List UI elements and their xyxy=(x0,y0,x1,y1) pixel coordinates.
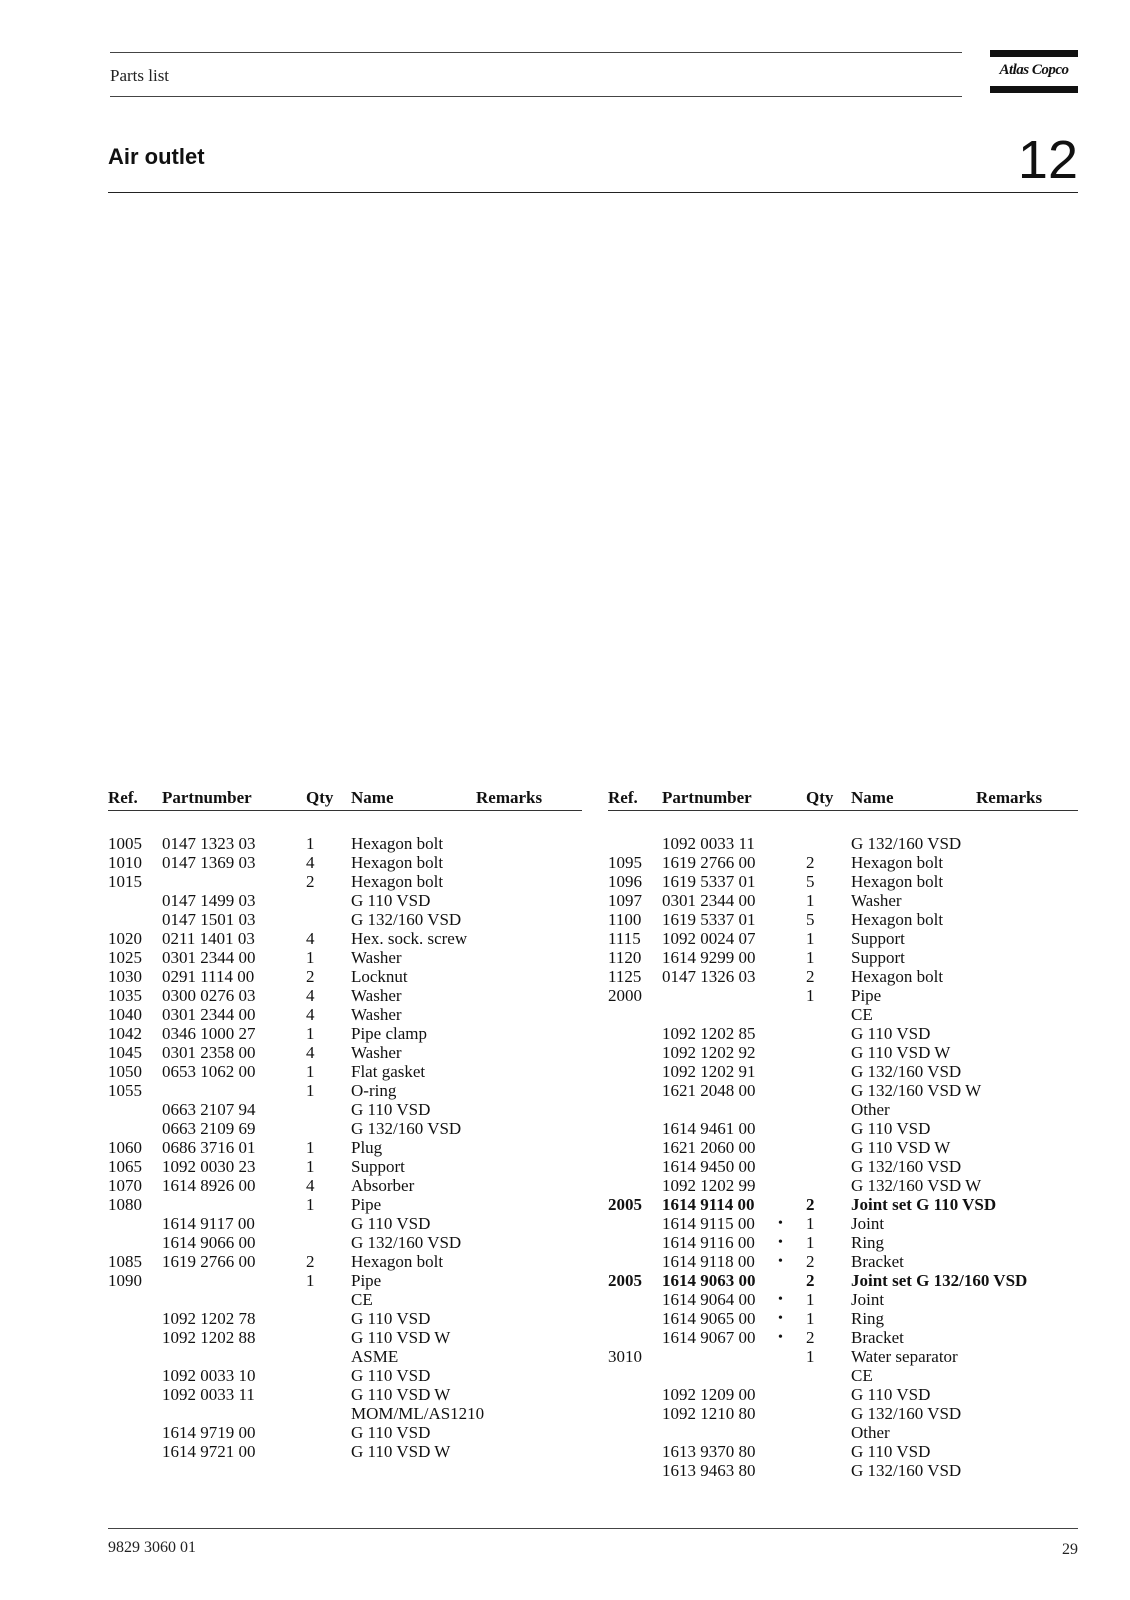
header-remarks: Remarks xyxy=(976,788,1043,807)
cell-partnumber: 0300 0276 03 xyxy=(162,986,256,1005)
cell-name: Washer xyxy=(351,1005,402,1024)
cell-ref: 1010 xyxy=(108,853,142,872)
cell-qty: 1 xyxy=(806,1290,815,1309)
cell-partnumber: 1614 9063 00 xyxy=(662,1271,756,1290)
cell-name: G 132/160 VSD xyxy=(351,1119,462,1138)
cell-name: Washer xyxy=(351,986,402,1005)
cell-qty: 4 xyxy=(306,1043,315,1062)
document-number: 9829 3060 01 xyxy=(108,1539,196,1556)
cell-qty: 2 xyxy=(306,967,315,986)
cell-name: G 110 VSD xyxy=(351,1423,431,1442)
cell-partnumber: 1092 0024 07 xyxy=(662,929,756,948)
logo-wordmark: Atlas Copco xyxy=(999,62,1069,78)
cell-name: Support xyxy=(851,929,905,948)
cell-ref: 1090 xyxy=(108,1271,142,1290)
cell-name: Locknut xyxy=(351,967,408,986)
cell-name: G 132/160 VSD xyxy=(351,910,462,929)
cell-name: Hex. sock. screw xyxy=(351,929,468,948)
cell-partnumber: 0147 1326 03 xyxy=(662,967,756,986)
cell-partnumber: 0147 1501 03 xyxy=(162,910,256,929)
cell-partnumber: 1614 9461 00 xyxy=(662,1119,756,1138)
cell-partnumber: 1614 9066 00 xyxy=(162,1233,256,1252)
cell-qty: 1 xyxy=(306,1138,315,1157)
cell-name: G 110 VSD xyxy=(351,1100,431,1119)
cell-ref: 1050 xyxy=(108,1062,142,1081)
cell-name: G 110 VSD xyxy=(351,1309,431,1328)
cell-qty: 2 xyxy=(306,872,315,891)
cell-ref: 1085 xyxy=(108,1252,142,1271)
cell-name: Flat gasket xyxy=(351,1062,426,1081)
cell-ref: 1096 xyxy=(608,872,642,891)
cell-ref: 1040 xyxy=(108,1005,142,1024)
cell-bullet: • xyxy=(778,1216,783,1231)
header-partnumber: Partnumber xyxy=(662,788,752,807)
cell-qty: 5 xyxy=(806,872,815,891)
cell-name: G 110 VSD W xyxy=(851,1138,951,1157)
parts-table-right xyxy=(608,788,1078,1480)
cell-partnumber: 1092 1209 00 xyxy=(662,1385,756,1404)
cell-partnumber: 0301 2358 00 xyxy=(162,1043,256,1062)
cell-partnumber: 0301 2344 00 xyxy=(162,1005,256,1024)
cell-partnumber: 0211 1401 03 xyxy=(162,929,255,948)
cell-name: Pipe xyxy=(351,1195,382,1214)
cell-name: Pipe clamp xyxy=(351,1024,428,1043)
cell-ref: 1055 xyxy=(108,1081,142,1100)
page-number: 29 xyxy=(1062,1541,1078,1558)
cell-qty: 2 xyxy=(306,1252,315,1271)
cell-name: ASME xyxy=(351,1347,399,1366)
cell-qty: 1 xyxy=(306,1081,315,1100)
cell-ref: 1060 xyxy=(108,1138,142,1157)
cell-qty: 1 xyxy=(306,1195,315,1214)
cell-partnumber: 1619 2766 00 xyxy=(662,853,756,872)
cell-name: G 132/160 VSD xyxy=(851,1062,962,1081)
header-top-rule xyxy=(110,52,962,53)
cell-partnumber: 0147 1369 03 xyxy=(162,853,256,872)
cell-qty: 1 xyxy=(806,948,815,967)
cell-name: Pipe xyxy=(851,986,882,1005)
cell-partnumber: 1619 5337 01 xyxy=(662,872,756,891)
cell-partnumber: 0301 2344 00 xyxy=(662,891,756,910)
cell-partnumber: 1614 9719 00 xyxy=(162,1423,256,1442)
cell-partnumber: 0346 1000 27 xyxy=(162,1024,256,1043)
cell-ref: 2005 xyxy=(608,1271,642,1290)
parts-table-left xyxy=(108,788,582,1461)
header-name: Name xyxy=(851,788,894,807)
cell-name: G 132/160 VSD W xyxy=(851,1176,982,1195)
cell-ref: 1042 xyxy=(108,1024,142,1043)
table-header xyxy=(608,788,1078,808)
cell-name: Hexagon bolt xyxy=(851,910,944,929)
cell-partnumber: 1614 9064 00 xyxy=(662,1290,756,1309)
cell-qty: 4 xyxy=(306,986,315,1005)
header-bottom-rule xyxy=(110,96,962,97)
cell-name: O-ring xyxy=(351,1081,397,1100)
cell-partnumber: 1621 2060 00 xyxy=(662,1138,756,1157)
cell-name: Hexagon bolt xyxy=(851,872,944,891)
cell-qty: 1 xyxy=(306,834,315,853)
cell-partnumber: 1092 1202 92 xyxy=(662,1043,756,1062)
cell-name: Other xyxy=(851,1423,890,1442)
logo-bottom-bar xyxy=(990,86,1078,93)
cell-qty: 1 xyxy=(806,986,815,1005)
cell-qty: 2 xyxy=(806,1252,815,1271)
cell-qty: 2 xyxy=(806,1328,815,1347)
cell-partnumber: 1614 9115 00 xyxy=(662,1214,755,1233)
cell-qty: 4 xyxy=(306,929,315,948)
cell-name: MOM/ML/AS1210 xyxy=(351,1404,485,1423)
cell-name: G 110 VSD xyxy=(351,891,431,910)
cell-name: G 132/160 VSD xyxy=(851,1157,962,1176)
cell-ref: 1095 xyxy=(608,853,642,872)
cell-name: Support xyxy=(351,1157,405,1176)
cell-ref: 1015 xyxy=(108,872,142,891)
cell-ref: 1125 xyxy=(608,967,642,986)
cell-partnumber: 0653 1062 00 xyxy=(162,1062,256,1081)
cell-name: Water separator xyxy=(851,1347,958,1366)
cell-qty: 1 xyxy=(806,1233,815,1252)
cell-name: Hexagon bolt xyxy=(351,872,444,891)
cell-partnumber: 1092 0033 10 xyxy=(162,1366,256,1385)
cell-partnumber: 0147 1499 03 xyxy=(162,891,256,910)
cell-name: Hexagon bolt xyxy=(851,853,944,872)
cell-name: G 132/160 VSD xyxy=(851,1461,962,1480)
cell-qty: 2 xyxy=(806,967,815,986)
cell-ref: 1115 xyxy=(608,929,641,948)
cell-name: Joint set G 110 VSD xyxy=(851,1195,997,1214)
cell-partnumber: 0291 1114 00 xyxy=(162,967,255,986)
cell-name: G 110 VSD xyxy=(351,1214,431,1233)
cell-qty: 2 xyxy=(806,853,815,872)
cell-ref: 1065 xyxy=(108,1157,142,1176)
cell-qty: 5 xyxy=(806,910,815,929)
cell-ref: 1100 xyxy=(608,910,642,929)
cell-partnumber: 1092 1202 85 xyxy=(662,1024,756,1043)
cell-ref: 1030 xyxy=(108,967,142,986)
cell-ref: 1097 xyxy=(608,891,642,910)
section-title: Air outlet xyxy=(108,144,205,169)
section-number: 12 xyxy=(1017,130,1078,190)
cell-name: Ring xyxy=(851,1309,885,1328)
cell-qty: 1 xyxy=(806,891,815,910)
cell-partnumber: 1614 9065 00 xyxy=(662,1309,756,1328)
cell-partnumber: 1621 2048 00 xyxy=(662,1081,756,1100)
section-rule xyxy=(108,192,1078,193)
table-header-rule xyxy=(608,810,1078,811)
cell-name: G 132/160 VSD xyxy=(851,1404,962,1423)
cell-name: Hexagon bolt xyxy=(351,853,444,872)
cell-partnumber: 1092 1202 78 xyxy=(162,1309,256,1328)
cell-name: Hexagon bolt xyxy=(351,834,444,853)
cell-partnumber: 1092 0033 11 xyxy=(162,1385,255,1404)
cell-ref: 1045 xyxy=(108,1043,142,1062)
cell-partnumber: 1092 1202 91 xyxy=(662,1062,756,1081)
cell-ref: 1070 xyxy=(108,1176,142,1195)
cell-ref: 1025 xyxy=(108,948,142,967)
cell-partnumber: 0663 2109 69 xyxy=(162,1119,256,1138)
header-ref: Ref. xyxy=(108,788,138,807)
cell-partnumber: 0301 2344 00 xyxy=(162,948,256,967)
cell-qty: 2 xyxy=(806,1271,815,1290)
cell-qty: 4 xyxy=(306,1176,315,1195)
cell-name: Plug xyxy=(351,1138,383,1157)
cell-name: CE xyxy=(851,1005,873,1024)
footer-rule xyxy=(108,1528,1078,1529)
cell-name: Washer xyxy=(351,948,402,967)
cell-partnumber: 1614 8926 00 xyxy=(162,1176,256,1195)
logo-top-bar xyxy=(990,50,1078,57)
cell-bullet: • xyxy=(778,1254,783,1269)
cell-qty: 4 xyxy=(306,853,315,872)
cell-ref: 2005 xyxy=(608,1195,642,1214)
cell-partnumber: 1614 9114 00 xyxy=(662,1195,755,1214)
cell-partnumber: 1614 9721 00 xyxy=(162,1442,256,1461)
cell-ref: 3010 xyxy=(608,1347,642,1366)
cell-name: Support xyxy=(851,948,905,967)
cell-partnumber: 0663 2107 94 xyxy=(162,1100,256,1119)
cell-ref: 1035 xyxy=(108,986,142,1005)
cell-name: Joint xyxy=(851,1290,885,1309)
cell-ref: 1005 xyxy=(108,834,142,853)
cell-partnumber: 1614 9067 00 xyxy=(662,1328,756,1347)
table-header-rule xyxy=(108,810,582,811)
cell-partnumber: 1614 9117 00 xyxy=(162,1214,255,1233)
cell-partnumber: 1614 9299 00 xyxy=(662,948,756,967)
cell-partnumber: 0686 3716 01 xyxy=(162,1138,256,1157)
cell-name: G 110 VSD xyxy=(351,1366,431,1385)
cell-partnumber: 1092 1202 88 xyxy=(162,1328,256,1347)
cell-name: G 132/160 VSD xyxy=(851,834,962,853)
atlas-copco-logo xyxy=(990,50,1078,94)
cell-name: Joint set G 132/160 VSD xyxy=(851,1271,1028,1290)
cell-partnumber: 1092 0030 23 xyxy=(162,1157,256,1176)
header-ref: Ref. xyxy=(608,788,638,807)
cell-name: G 110 VSD W xyxy=(851,1043,951,1062)
cell-name: Pipe xyxy=(351,1271,382,1290)
cell-partnumber: 1613 9463 80 xyxy=(662,1461,756,1480)
cell-partnumber: 1613 9370 80 xyxy=(662,1442,756,1461)
cell-partnumber: 1619 5337 01 xyxy=(662,910,756,929)
cell-name: G 110 VSD xyxy=(851,1024,931,1043)
cell-partnumber: 0147 1323 03 xyxy=(162,834,256,853)
cell-qty: 1 xyxy=(806,1214,815,1233)
cell-bullet: • xyxy=(778,1292,783,1307)
cell-partnumber: 1614 9116 00 xyxy=(662,1233,755,1252)
cell-ref: 1020 xyxy=(108,929,142,948)
cell-name: G 110 VSD W xyxy=(351,1385,451,1404)
cell-name: Ring xyxy=(851,1233,885,1252)
cell-name: Bracket xyxy=(851,1252,904,1271)
cell-name: G 110 VSD xyxy=(851,1119,931,1138)
cell-qty: 1 xyxy=(306,1271,315,1290)
cell-qty: 1 xyxy=(806,1347,815,1366)
cell-name: G 110 VSD xyxy=(851,1442,931,1461)
cell-ref: 1080 xyxy=(108,1195,142,1214)
cell-bullet: • xyxy=(778,1330,783,1345)
header-partnumber: Partnumber xyxy=(162,788,252,807)
cell-name: G 110 VSD W xyxy=(351,1328,451,1347)
cell-name: Other xyxy=(851,1100,890,1119)
cell-name: Hexagon bolt xyxy=(851,967,944,986)
cell-qty: 1 xyxy=(806,929,815,948)
cell-qty: 1 xyxy=(306,1062,315,1081)
cell-ref: 2000 xyxy=(608,986,642,1005)
cell-name: CE xyxy=(851,1366,873,1385)
cell-name: G 132/160 VSD xyxy=(351,1233,462,1252)
header-qty: Qty xyxy=(306,788,334,807)
cell-name: G 132/160 VSD W xyxy=(851,1081,982,1100)
cell-ref: 1120 xyxy=(608,948,642,967)
header-name: Name xyxy=(351,788,394,807)
cell-name: G 110 VSD W xyxy=(351,1442,451,1461)
cell-partnumber: 1092 0033 11 xyxy=(662,834,755,853)
cell-name: Washer xyxy=(351,1043,402,1062)
cell-partnumber: 1092 1202 99 xyxy=(662,1176,756,1195)
cell-partnumber: 1614 9118 00 xyxy=(662,1252,755,1271)
header-remarks: Remarks xyxy=(476,788,543,807)
cell-qty: 1 xyxy=(306,1157,315,1176)
header-qty: Qty xyxy=(806,788,834,807)
cell-qty: 1 xyxy=(306,1024,315,1043)
cell-name: Absorber xyxy=(351,1176,415,1195)
cell-name: CE xyxy=(351,1290,373,1309)
cell-bullet: • xyxy=(778,1311,783,1326)
cell-qty: 1 xyxy=(806,1309,815,1328)
cell-partnumber: 1092 1210 80 xyxy=(662,1404,756,1423)
cell-partnumber: 1619 2766 00 xyxy=(162,1252,256,1271)
cell-name: Hexagon bolt xyxy=(351,1252,444,1271)
cell-qty: 1 xyxy=(306,948,315,967)
header-label: Parts list xyxy=(110,66,170,85)
cell-partnumber: 1614 9450 00 xyxy=(662,1157,756,1176)
cell-name: G 110 VSD xyxy=(851,1385,931,1404)
cell-bullet: • xyxy=(778,1235,783,1250)
cell-qty: 2 xyxy=(806,1195,815,1214)
table-header xyxy=(108,788,582,808)
cell-name: Washer xyxy=(851,891,902,910)
cell-name: Joint xyxy=(851,1214,885,1233)
cell-name: Bracket xyxy=(851,1328,904,1347)
cell-qty: 4 xyxy=(306,1005,315,1024)
